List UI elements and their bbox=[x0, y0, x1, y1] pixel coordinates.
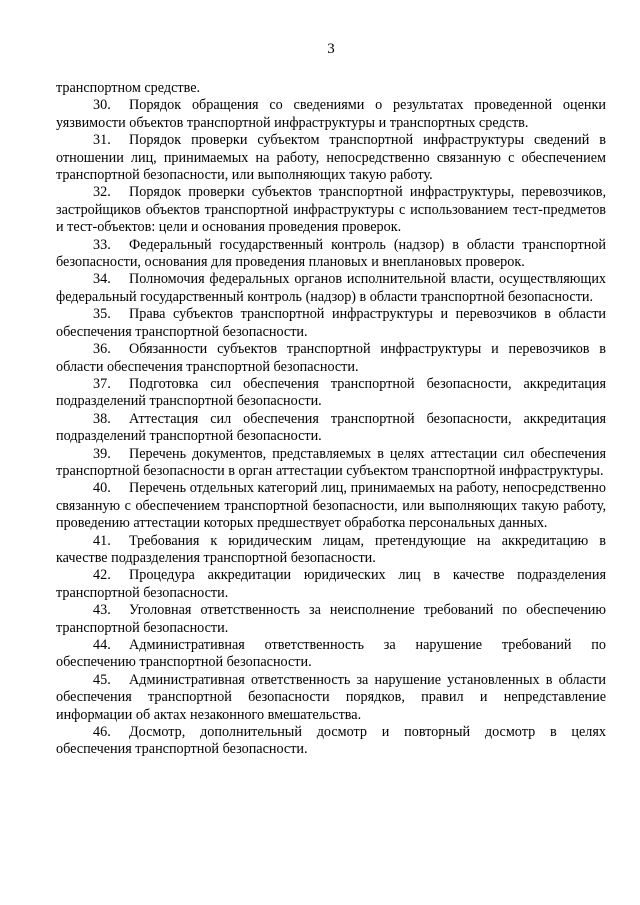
item-text: Аттестация сил обеспечения транспортной безопасности, аккредитация подразделений транспортной безопасности. bbox=[56, 410, 606, 445]
item-number: 33. bbox=[93, 236, 111, 253]
item-text: Федеральный государственный контроль (надзор) в области транспортной безопасности, основания для проведения плановых и внеплановых проверок. bbox=[56, 236, 606, 271]
list-item bbox=[56, 271, 606, 306]
item-text: Порядок обращения со сведениями о результатах проведенной оценки уязвимости объектов транспортной инфраструктуры и транспортных средств. bbox=[56, 97, 606, 131]
item-text: Досмотр, дополнительный досмотр и повторный досмотр в целях обеспечения транспортной безопасности. bbox=[56, 724, 606, 758]
item-number: 38. bbox=[93, 410, 111, 427]
list-item bbox=[56, 480, 606, 532]
list-item bbox=[56, 637, 606, 672]
list-item bbox=[56, 97, 606, 132]
list-item bbox=[56, 533, 606, 568]
item-number: 44. bbox=[93, 637, 111, 653]
item-number: 40. bbox=[93, 480, 111, 497]
item-number: 34. bbox=[93, 271, 111, 288]
list-item bbox=[56, 341, 606, 376]
item-text: Права субъектов транспортной инфраструктуры и перевозчиков в области обеспечения транспортной безопасности. bbox=[56, 306, 606, 340]
list-item bbox=[56, 237, 606, 272]
item-text: Перечень документов, представляемых в целях аттестации сил обеспечения транспортной безопасности в орган аттестации субъектом транспортной инфраструктуры. bbox=[56, 445, 606, 479]
item-number: 42. bbox=[93, 567, 111, 584]
item-text: Процедура аккредитации юридических лиц в качестве подразделения транспортной безопасности. bbox=[56, 567, 606, 601]
item-text: Подготовка сил обеспечения транспортной безопасности, аккредитация подразделений транспортной безопасности. bbox=[56, 375, 606, 410]
list-item bbox=[56, 724, 606, 759]
item-text: Административная ответственность за нарушение требований по обеспечению транспортной безопасности. bbox=[56, 637, 606, 671]
item-text: Уголовная ответственность за неисполнение требований по обеспечению транспортной безопасности. bbox=[56, 602, 606, 636]
item-number: 41. bbox=[93, 532, 111, 549]
item-number: 39. bbox=[93, 445, 111, 462]
list-item bbox=[56, 446, 606, 481]
list-item bbox=[56, 567, 606, 602]
item-text: Порядок проверки субъектом транспортной инфраструктуры сведений в отношении лиц, принимаемых на работу, непосредственно связанную с обеспечением транспортной безопасности, или выполняющих такую работу. bbox=[56, 132, 606, 184]
list-item bbox=[56, 306, 606, 341]
list-item bbox=[56, 376, 606, 411]
list-item bbox=[56, 602, 606, 637]
document-body bbox=[56, 80, 606, 759]
continuation-text: транспортном средстве. bbox=[56, 80, 201, 96]
list-item bbox=[56, 132, 606, 184]
item-number: 45. bbox=[93, 671, 111, 688]
item-text: Обязанности субъектов транспортной инфраструктуры и перевозчиков в области обеспечения транспортной безопасности. bbox=[56, 341, 606, 375]
item-number: 32. bbox=[93, 184, 111, 201]
item-number: 31. bbox=[93, 132, 111, 149]
item-text: Административная ответственность за нарушение установленных в области обеспечения транспортной безопасности порядков, правил и непредставление информации об актах незаконного вмешательства. bbox=[56, 671, 606, 723]
item-number: 30. bbox=[93, 97, 111, 114]
list-item bbox=[56, 184, 606, 236]
list-item bbox=[56, 672, 606, 724]
item-text: Требования к юридическим лицам, претендующие на аккредитацию в качестве подразделения транспортной безопасности. bbox=[56, 532, 606, 566]
item-number: 36. bbox=[93, 341, 111, 358]
item-text: Порядок проверки субъектов транспортной инфраструктуры, перевозчиков, застройщиков объектов транспортной инфраструктуры с использованием тест-предметов и тест-объектов: цели и основания проведения проверок. bbox=[56, 184, 606, 236]
item-number: 46. bbox=[93, 724, 111, 741]
page-number: 3 bbox=[327, 41, 335, 57]
item-number: 37. bbox=[93, 375, 111, 392]
list-item bbox=[56, 411, 606, 446]
item-text: Перечень отдельных категорий лиц, принимаемых на работу, непосредственно связанную с обеспечением транспортной безопасности, или выполняющих такую работу, проведению аттестации которых предшествует обработка персональных данных. bbox=[56, 480, 606, 532]
item-number: 35. bbox=[93, 306, 111, 323]
item-text: Полномочия федеральных органов исполнительной власти, осуществляющих федеральный государственный контроль (надзор) в области транспортной безопасности. bbox=[56, 271, 606, 305]
item-number: 43. bbox=[93, 602, 111, 619]
